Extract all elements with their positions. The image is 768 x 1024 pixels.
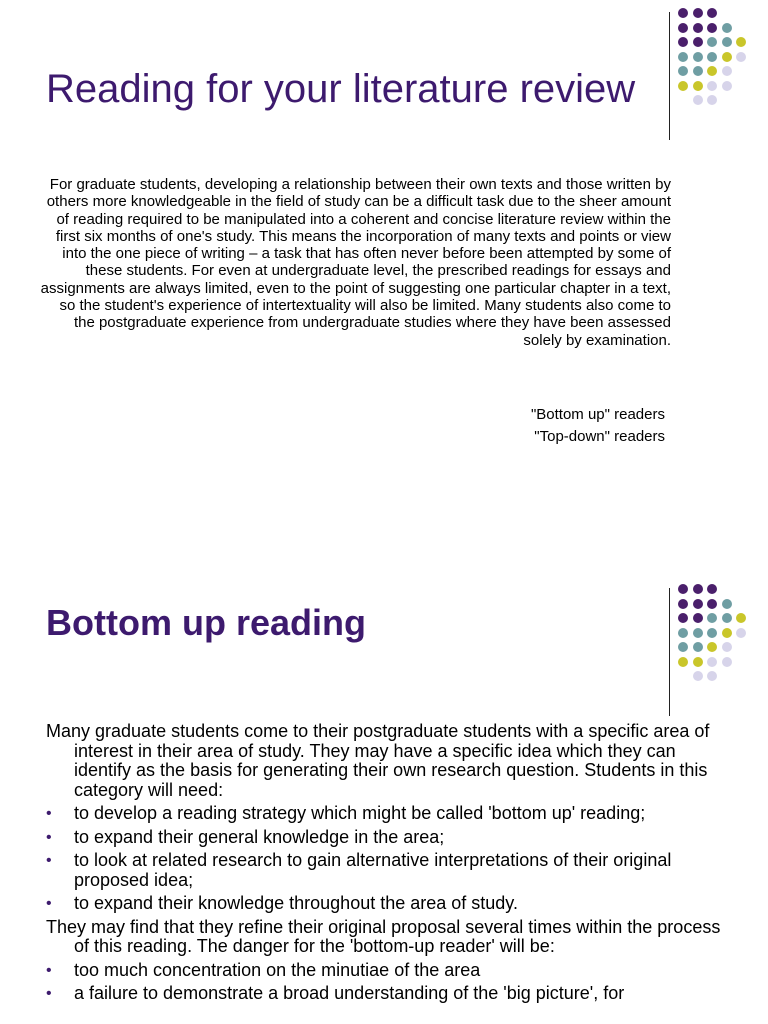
decorative-dot [722, 613, 732, 623]
slide-title: Bottom up reading [46, 602, 366, 643]
decorative-dot [722, 599, 732, 609]
decorative-dot [693, 23, 703, 33]
decorative-dot [693, 584, 703, 594]
title-divider-line [669, 12, 670, 140]
decorative-dot [678, 8, 688, 18]
decorative-dot-grid [678, 8, 768, 128]
decorative-dot [722, 52, 732, 62]
sub-item-top-down: "Top-down" readers [534, 428, 665, 445]
intro-paragraph: For graduate students, developing a relationship between their own texts and those written by others more knowledgeable in the field of study can be a difficult task due to the sheer amount of reading required to be manipulated into a coherent and concise literature review within the first six months of one's study. This means the incorporation of many texts and points or view into the one piece of writing – a task that has often never before been attempted by some of these students. For even at undergraduate level, the prescribed readings for essays and assignments are always limited, even to the point of suggesting one particular chapter in a text, so the student's experience of intertextuality will also be limited. Many students also come to the postgraduate experience from undergraduate studies where they have been assessed solely by examination. [40, 176, 671, 349]
decorative-dot [693, 66, 703, 76]
slide-title: Reading for your literature review [46, 67, 636, 111]
decorative-dot [678, 37, 688, 47]
bullet-icon: • [46, 852, 52, 869]
decorative-dot [722, 23, 732, 33]
decorative-dot [736, 613, 746, 623]
decorative-dot-grid [678, 584, 768, 704]
decorative-dot [693, 81, 703, 91]
decorative-dot [722, 628, 732, 638]
bullet-item: • to expand their general knowledge in the area; [46, 826, 445, 847]
intro-paragraph: Many graduate students come to their postgraduate students with a specific area of interest in their area of study. They may have a specific idea which they can identify as the basis for generating their own research question. Students in this category will need: [46, 721, 710, 800]
bullet-item: • too much concentration on the minutiae of the area [46, 959, 481, 980]
decorative-dot [707, 642, 717, 652]
decorative-dot [707, 657, 717, 667]
decorative-dot [693, 628, 703, 638]
decorative-dot [678, 81, 688, 91]
decorative-dot [678, 599, 688, 609]
decorative-dot [678, 628, 688, 638]
decorative-dot [707, 671, 717, 681]
decorative-dot [736, 52, 746, 62]
decorative-dot [722, 37, 732, 47]
bullet-icon: • [46, 961, 52, 979]
decorative-dot [707, 613, 717, 623]
decorative-dot [678, 657, 688, 667]
bullet-icon: • [46, 895, 52, 912]
decorative-dot [693, 613, 703, 623]
decorative-dot [707, 584, 717, 594]
decorative-dot [693, 52, 703, 62]
decorative-dot [707, 628, 717, 638]
middle-paragraph: They may find that they refine their original proposal several times within the process of this reading. The danger for the 'bottom-up reader' will be: [46, 916, 721, 956]
decorative-dot [678, 584, 688, 594]
bullet-icon: • [46, 805, 52, 822]
sub-item-bottom-up: "Bottom up" readers [530, 406, 665, 423]
slide-body [46, 722, 736, 1008]
decorative-dot [722, 657, 732, 667]
title-divider-line [669, 588, 670, 716]
decorative-dot [707, 95, 717, 105]
decorative-dot [722, 66, 732, 76]
decorative-dot [707, 23, 717, 33]
decorative-dot [678, 642, 688, 652]
decorative-dot [678, 613, 688, 623]
bullet-item: • to develop a reading strategy which might be called 'bottom up' reading; [46, 803, 646, 823]
decorative-dot [707, 37, 717, 47]
decorative-dot [693, 95, 703, 105]
bullet-icon: • [46, 828, 52, 846]
slide-2 [0, 574, 768, 1024]
decorative-dot [678, 23, 688, 33]
decorative-dot [707, 52, 717, 62]
decorative-dot [707, 66, 717, 76]
decorative-dot [736, 37, 746, 47]
decorative-dot [736, 628, 746, 638]
decorative-dot [678, 52, 688, 62]
decorative-dot [693, 8, 703, 18]
decorative-dot [707, 599, 717, 609]
bullet-icon: • [46, 985, 52, 1002]
bullet-item: • to expand their knowledge throughout the area of study. [46, 893, 518, 913]
decorative-dot [693, 671, 703, 681]
decorative-dot [707, 8, 717, 18]
decorative-dot [722, 642, 732, 652]
decorative-dot [693, 642, 703, 652]
decorative-dot [693, 37, 703, 47]
decorative-dot [722, 81, 732, 91]
bullet-item: • to look at related research to gain alternative interpretations of their original proposed idea; [46, 850, 672, 890]
decorative-dot [693, 657, 703, 667]
decorative-dot [707, 81, 717, 91]
decorative-dot [693, 599, 703, 609]
decorative-dot [678, 66, 688, 76]
bullet-item: • a failure to demonstrate a broad understanding of the 'big picture', for [46, 983, 625, 1003]
